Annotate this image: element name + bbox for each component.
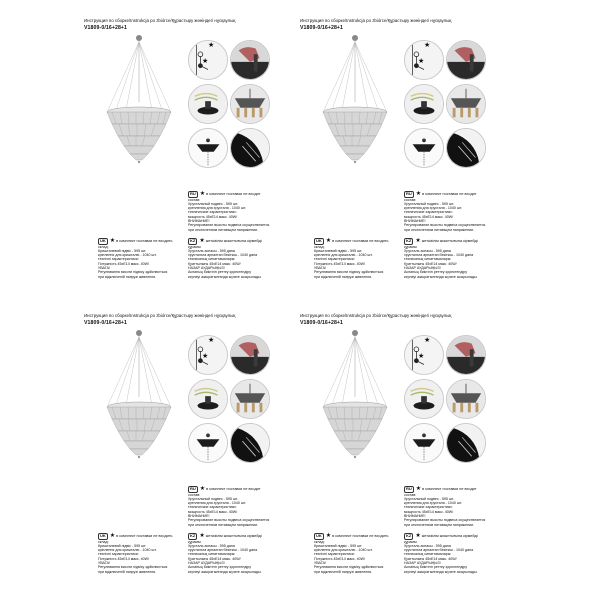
lang-badge-ru: RU [406, 191, 412, 196]
ru-block: RU ★в комплект поставки не входит состав: Хрустальный подвес - 595 шт. крепления для хрусталя - 1040 шт. технические характеристики: мощность 45xE14 макс. 40W/ ВНИМАНИЕ! Регулирование высоты подвеса осуществляется при отключенном питающем напряжении. [188, 486, 270, 527]
height-adjust-icon [446, 423, 486, 463]
star-marker-icon: ★ [208, 42, 215, 49]
star-marker-icon: ★ [208, 337, 215, 344]
lang-badge-ru: RU [190, 191, 196, 196]
star-marker-icon: ★ [424, 337, 431, 344]
lang-badge-uk: UK [316, 238, 322, 243]
height-adjust-icon [446, 128, 486, 168]
lang-badge-uk: UK [100, 533, 106, 538]
wire-connection-icon [188, 379, 228, 419]
uk-block: UK ★в комплект поставки не входить склад: Кришталевий підвіс - 595 шт. кріплення для кришталю - 1040 шт. технічні характеристики: Потужність 45xE14 макс. 40W/ УВАГА! Регулювання висоти підвісу здійснюється при відключеній напрузі живлення. [314, 533, 389, 574]
ru-block: RU ★в комплект поставки не входит состав: Хрустальный подвес - 595 шт. крепления для хрусталя - 1040 шт. технические характеристики: мощность 45xE14 макс. 40W/ ВНИМАНИЕ! Регулирование высоты подвеса осуществляется при отключенном питающем напряжении. [404, 486, 486, 527]
lang-badge-uk: UK [100, 238, 106, 243]
height-adjust-icon [230, 423, 270, 463]
hand-mounting-icon [446, 335, 486, 375]
lang-badge-kz: KZ [406, 238, 412, 243]
ru-block: RU ★в комплект поставки не входит состав: Хрустальный подвес - 595 шт. крепления для хрусталя - 1040 шт. технические характеристики: мощность 45xE14 макс. 40W/ ВНИМАНИЕ! Регулирование высоты подвеса осуществляется при отключенном питающем напряжении. [404, 191, 486, 232]
hand-mounting-icon [230, 40, 270, 80]
cross-section-icon [230, 379, 270, 419]
model-number: V1809-0/16+28+1 [300, 25, 344, 31]
uk-block: UK ★в комплект поставки не входить склад: Кришталевий підвіс - 595 шт. кріплення для кришталю - 1040 шт. технічні характеристики: Потужність 45xE14 макс. 40W/ УВАГА! Регулювання висоти підвісу здійснюється при відключеній напрузі живлення. [98, 533, 173, 574]
instruction-header: Инструкция по сборке/Instrukcja po zbiórce/Құрастыру жөніндегі нұсқаулық [300, 18, 452, 23]
lang-badge-uk: UK [316, 533, 322, 538]
canopy-icon [188, 423, 228, 463]
uk-block: UK ★в комплект поставки не входить склад: Кришталевий підвіс - 595 шт. кріплення для кришталю - 1040 шт. технічні характеристики: Потужність 45xE14 макс. 40W/ УВАГА! Регулювання висоти підвісу здійснюється при відключеній напрузі живлення. [98, 238, 173, 279]
hand-mounting-icon [230, 335, 270, 375]
hand-mounting-icon [446, 40, 486, 80]
canopy-icon [404, 423, 444, 463]
lang-badge-kz: KZ [406, 533, 412, 538]
kz-block: KZ ★жеткізілім жиынтығына кірмейді құрамы: Хрусталь аспасы - 595 дана хрустальға арналған бекіткіш - 1040 дана техникалық сипаттамалары: Қуаттылығы 45xE14 макс. 40W/ НАЗАР АУДАРЫҢЫЗ! Аспаның биіктігін реттеу қоректендіру кернеуі ажыратылғанда жүзеге асырылады. [404, 533, 478, 574]
uk-block: UK ★в комплект поставки не входить склад: Кришталевий підвіс - 595 шт. кріплення для кришталю - 1040 шт. технічні характеристики: Потужність 45xE14 макс. 40W/ УВАГА! Регулювання висоти підвісу здійснюється при відключеній напрузі живлення. [314, 238, 389, 279]
cross-section-icon [230, 84, 270, 124]
cross-section-icon [446, 84, 486, 124]
lang-badge-kz: KZ [190, 533, 196, 538]
wire-connection-icon [404, 379, 444, 419]
ru-block: RU ★в комплект поставки не входит состав: Хрустальный подвес - 595 шт. крепления для хрусталя - 1040 шт. технические характеристики: мощность 45xE14 макс. 40W/ ВНИМАНИЕ! Регулирование высоты подвеса осуществляется при отключенном питающем напряжении. [188, 191, 270, 232]
model-number: V1809-0/16+28+1 [84, 25, 128, 31]
model-number: V1809-0/16+28+1 [300, 320, 344, 326]
star-marker-icon: ★ [202, 58, 209, 65]
canopy-icon [188, 128, 228, 168]
lang-badge-ru: RU [190, 486, 196, 491]
kz-block: KZ ★жеткізілім жиынтығына кірмейді құрамы: Хрусталь аспасы - 595 дана хрустальға арналған бекіткіш - 1040 дана техникалық сипаттамалары: Қуаттылығы 45xE14 макс. 40W/ НАЗАР АУДАРЫҢЫЗ! Аспаның биіктігін реттеу қоректендіру кернеуі ажыратылғанда жүзеге асырылады. [188, 238, 262, 279]
chandelier-illustration [94, 32, 184, 182]
cross-section-icon [446, 379, 486, 419]
wire-connection-icon [404, 84, 444, 124]
instruction-header: Инструкция по сборке/Instrukcja po zbiórce/Құрастыру жөніндегі нұсқаулық [300, 313, 452, 318]
lang-badge-ru: RU [406, 486, 412, 491]
model-number: V1809-0/16+28+1 [84, 320, 128, 326]
instruction-header: Инструкция по сборке/Instrukcja po zbiórce/Құрастыру жөніндегі нұсқаулық [84, 313, 236, 318]
height-adjust-icon [230, 128, 270, 168]
lang-badge-kz: KZ [190, 238, 196, 243]
instruction-panel-2 [300, 18, 570, 293]
chandelier-illustration [310, 32, 400, 182]
canopy-icon [404, 128, 444, 168]
kz-block: KZ ★жеткізілім жиынтығына кірмейді құрамы: Хрусталь аспасы - 595 дана хрустальға арналған бекіткіш - 1040 дана техникалық сипаттамалары: Қуаттылығы 45xE14 макс. 40W/ НАЗАР АУДАРЫҢЫЗ! Аспаның биіктігін реттеу қоректендіру кернеуі ажыратылғанда жүзеге асырылады. [404, 238, 478, 279]
instruction-panel-4 [300, 313, 570, 588]
wire-connection-icon [188, 84, 228, 124]
instruction-header: Инструкция по сборке/Instrukcja po zbiórce/Құрастыру жөніндегі нұсқаулық [84, 18, 236, 23]
chandelier-illustration [94, 327, 184, 477]
star-marker-icon: ★ [418, 353, 425, 360]
chandelier-illustration [310, 327, 400, 477]
star-marker-icon: ★ [202, 353, 209, 360]
kz-block: KZ ★жеткізілім жиынтығына кірмейді құрамы: Хрусталь аспасы - 595 дана хрустальға арналған бекіткіш - 1040 дана техникалық сипаттамалары: Қуаттылығы 45xE14 макс. 40W/ НАЗАР АУДАРЫҢЫЗ! Аспаның биіктігін реттеу қоректендіру кернеуі ажыратылғанда жүзеге асырылады. [188, 533, 262, 574]
star-marker-icon: ★ [424, 42, 431, 49]
star-marker-icon: ★ [418, 58, 425, 65]
